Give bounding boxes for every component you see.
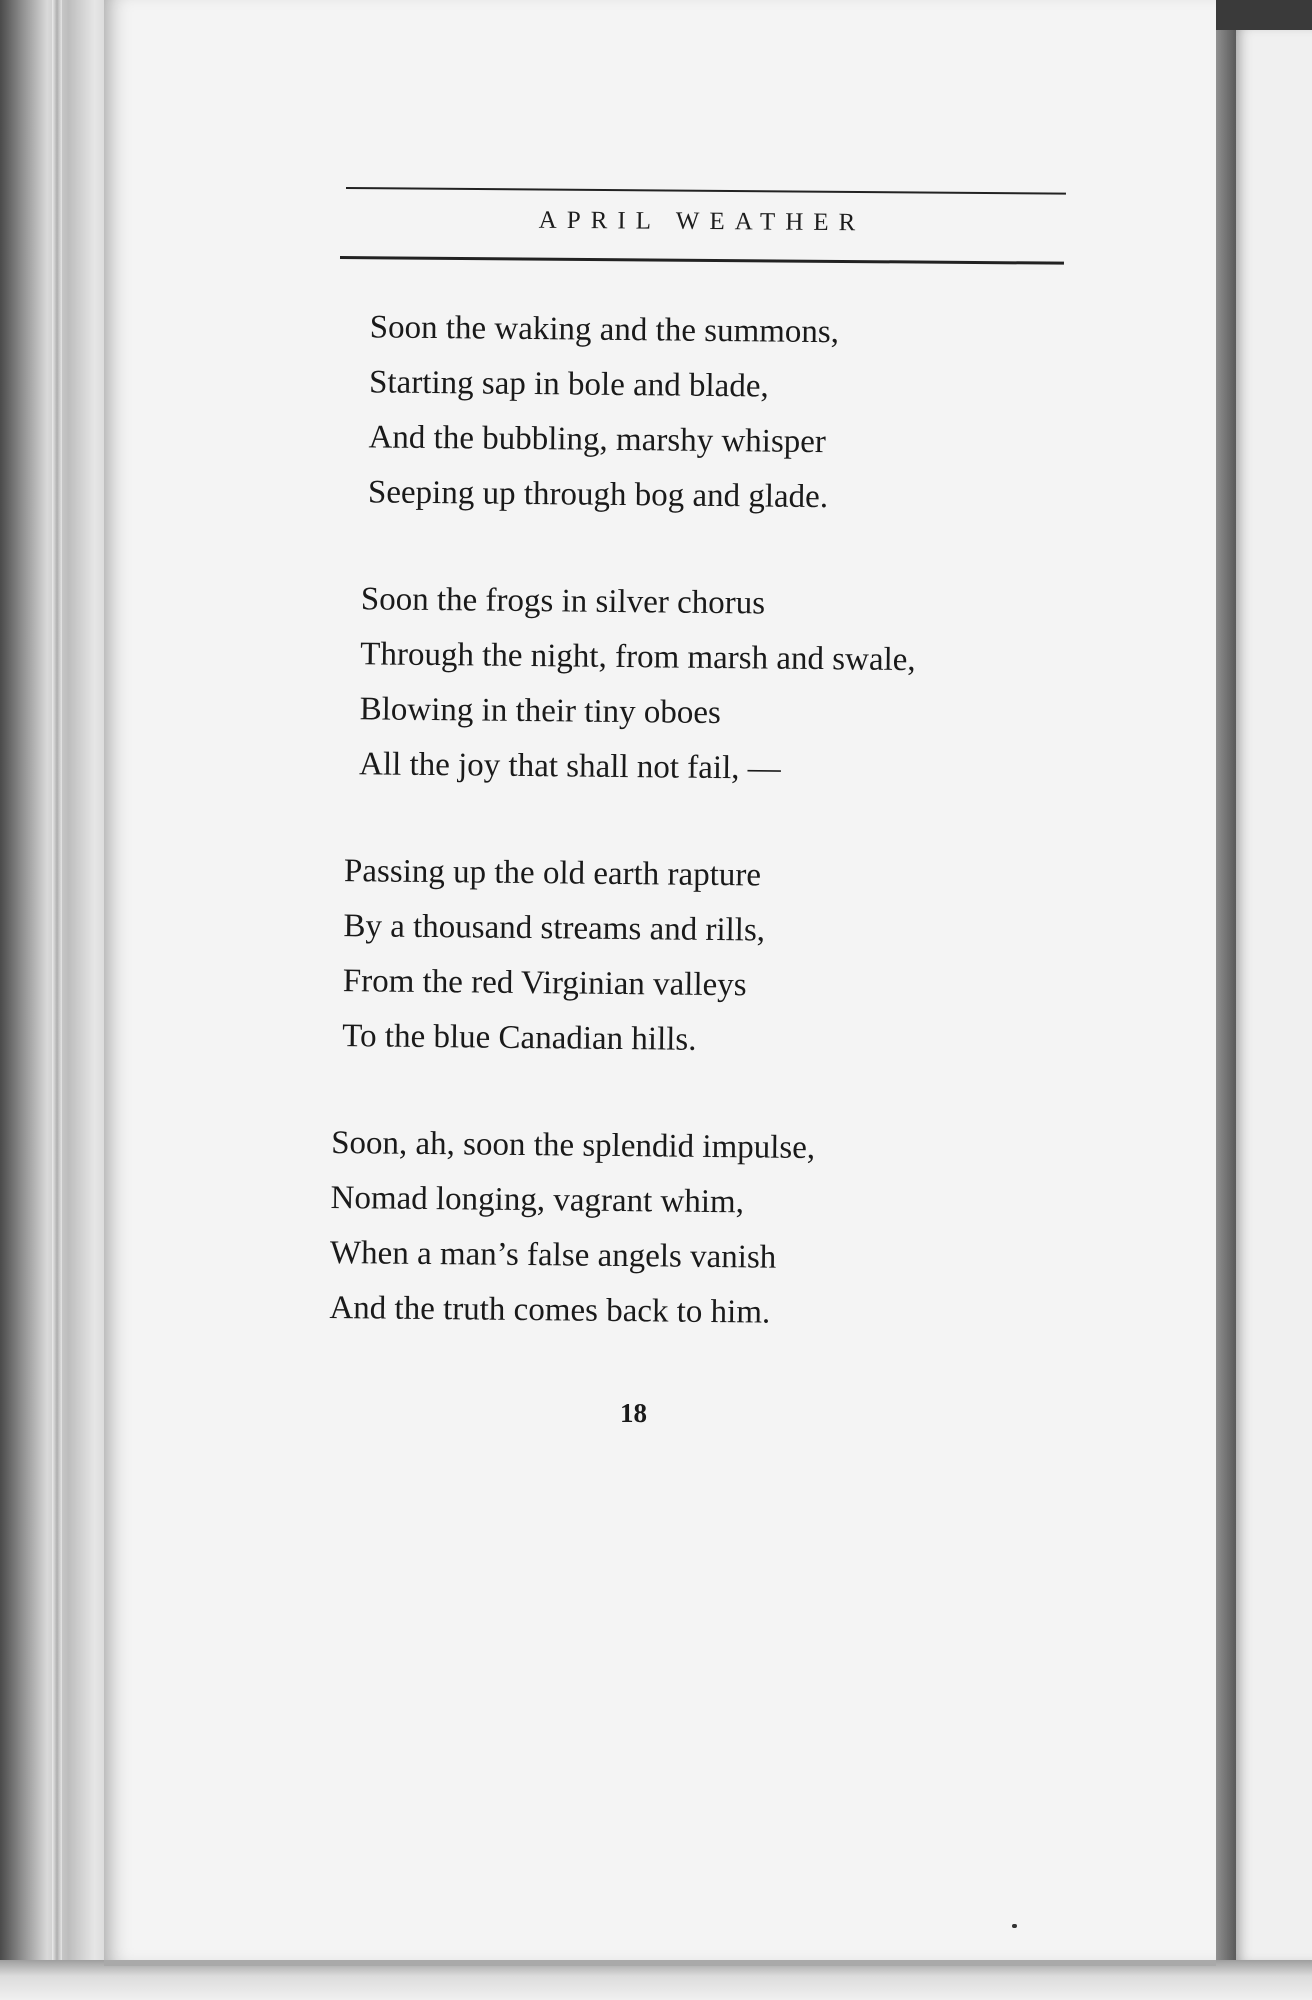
ink-speck: [1012, 1924, 1017, 1928]
poem-line: By a thousand streams and rills,: [343, 908, 766, 949]
stanza-2: [333, 572, 1095, 800]
poem-line: Starting sap in bole and blade,: [368, 364, 769, 405]
poem-line: From the red Virginian valleys: [342, 963, 747, 1004]
poem-line: Seeping up through bog and glade.: [367, 474, 829, 516]
poem-body: [327, 300, 1098, 1396]
poem-line: Soon, ah, soon the splendid impulse,: [330, 1124, 816, 1167]
poem-line: Passing up the old earth rapture: [343, 853, 762, 894]
poem-line: And the truth comes back to him.: [329, 1289, 771, 1331]
poem-line: When a man’s false angels vanish: [329, 1234, 777, 1276]
poem-line: Soon the waking and the summons,: [369, 309, 840, 351]
running-head: APRIL WEATHER: [538, 206, 866, 237]
binding-edge: [52, 0, 62, 1960]
stanza-1: [336, 300, 1098, 528]
poem-line: Blowing in their tiny oboes: [359, 691, 722, 732]
page-bottom-edge: [0, 1960, 1312, 2000]
poem-line: Soon the frogs in silver chorus: [360, 581, 766, 622]
stanza-3: [330, 844, 1092, 1072]
poem-line: All the joy that shall not fail, —: [358, 746, 781, 787]
page-number: 18: [620, 1398, 647, 1428]
poem-line: To the blue Canadian hills.: [342, 1018, 697, 1058]
poem-line: Nomad longing, vagrant whim,: [330, 1179, 745, 1221]
facing-page-edge: [1236, 30, 1312, 1960]
poem-line: And the bubbling, marshy whisper: [368, 419, 827, 461]
poem-line: Through the night, from marsh and swale,: [360, 636, 916, 679]
stanza-4: [327, 1116, 1089, 1344]
